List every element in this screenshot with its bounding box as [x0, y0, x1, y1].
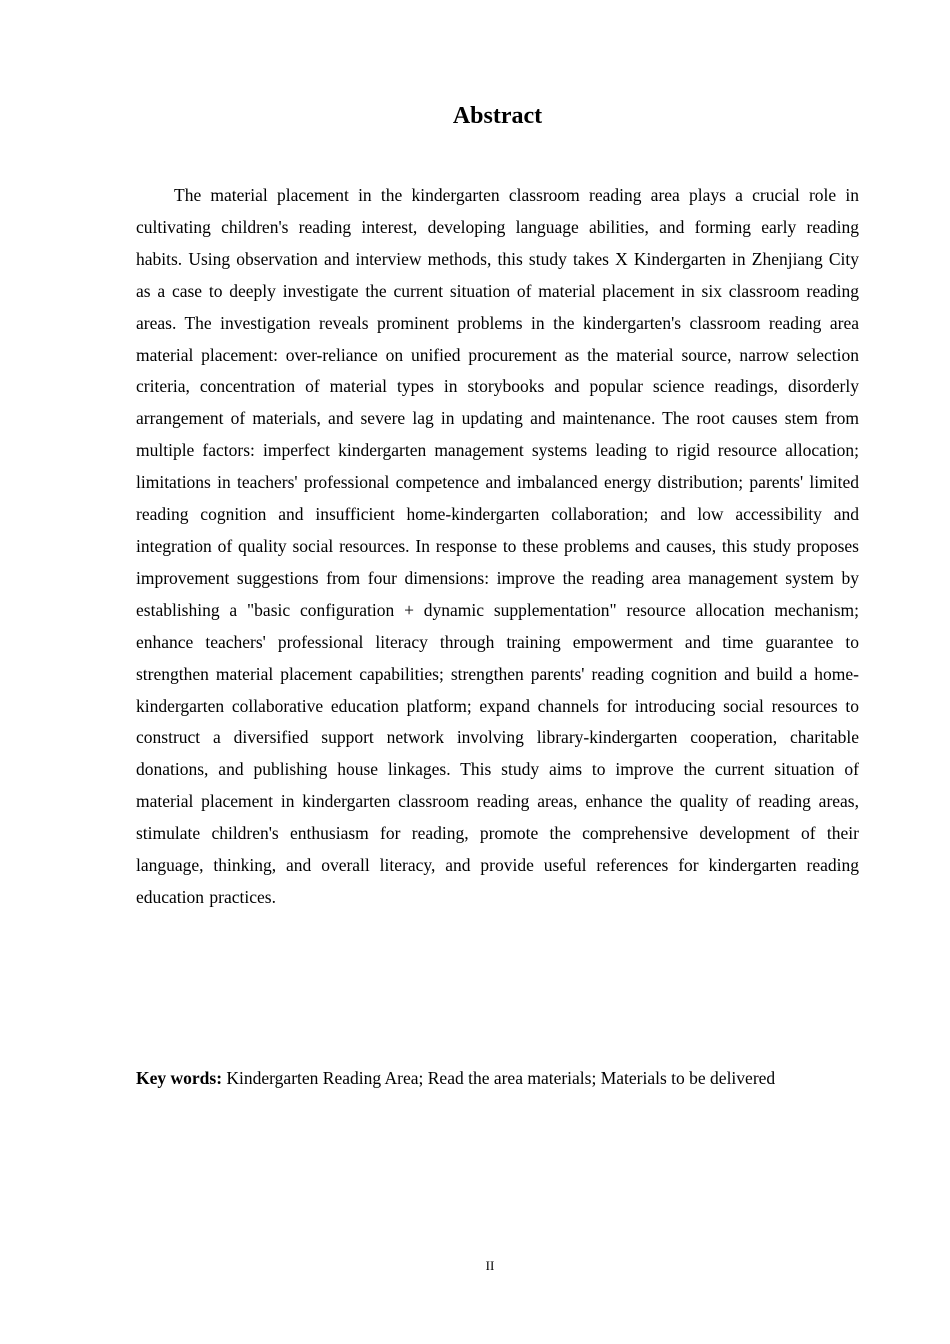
keywords-line [136, 1063, 859, 1093]
page-number: II [485, 1258, 495, 1273]
abstract-paragraph: The material placement in the kindergarten classroom reading area plays a crucial role in cultivating children's reading interest, developing language abilities, and forming early reading habits. Using observation and interview methods, this study takes X Kindergarten in Zhenjiang City as a case to deeply investigate the current situation of material placement in six classroom reading areas. The investigation reveals prominent problems in the kindergarten's classroom reading area material placement: over-reliance on unified procurement as the material source, narrow selection criteria, concentration of material types in storybooks and popular science readings, disorderly arrangement of materials, and severe lag in updating and maintenance. The root causes stem from multiple factors: imperfect kindergarten management systems leading to rigid resource allocation; limitations in teachers' professional competence and imbalanced energy distribution; parents' limited reading cognition and insufficient home-kindergarten collaboration; and low accessibility and integration of quality social resources. In response to these problems and causes, this study proposes improvement suggestions from four dimensions: improve the reading area management system by establishing a "basic configuration + dynamic supplementation" resource allocation mechanism; enhance teachers' professional literacy through training empowerment and time guarantee to strengthen material placement capabilities; strengthen parents' reading cognition and build a home-kindergarten collaborative education platform; expand channels for introducing social resources to construct a diversified support network involving library-kindergarten cooperation, charitable donations, and publishing house linkages. This study aims to improve the current situation of material placement in kindergarten classroom reading areas, enhance the quality of reading areas, stimulate children's enthusiasm for reading, promote the comprehensive development of their language, thinking, and overall literacy, and provide useful references for kindergarten reading education practices. [136, 185, 859, 907]
keywords-label: Key words: [136, 1068, 223, 1088]
page-title: Abstract [452, 103, 543, 129]
keywords-text: Kindergarten Reading Area; Read the area materials; Materials to be delivered [226, 1068, 776, 1088]
